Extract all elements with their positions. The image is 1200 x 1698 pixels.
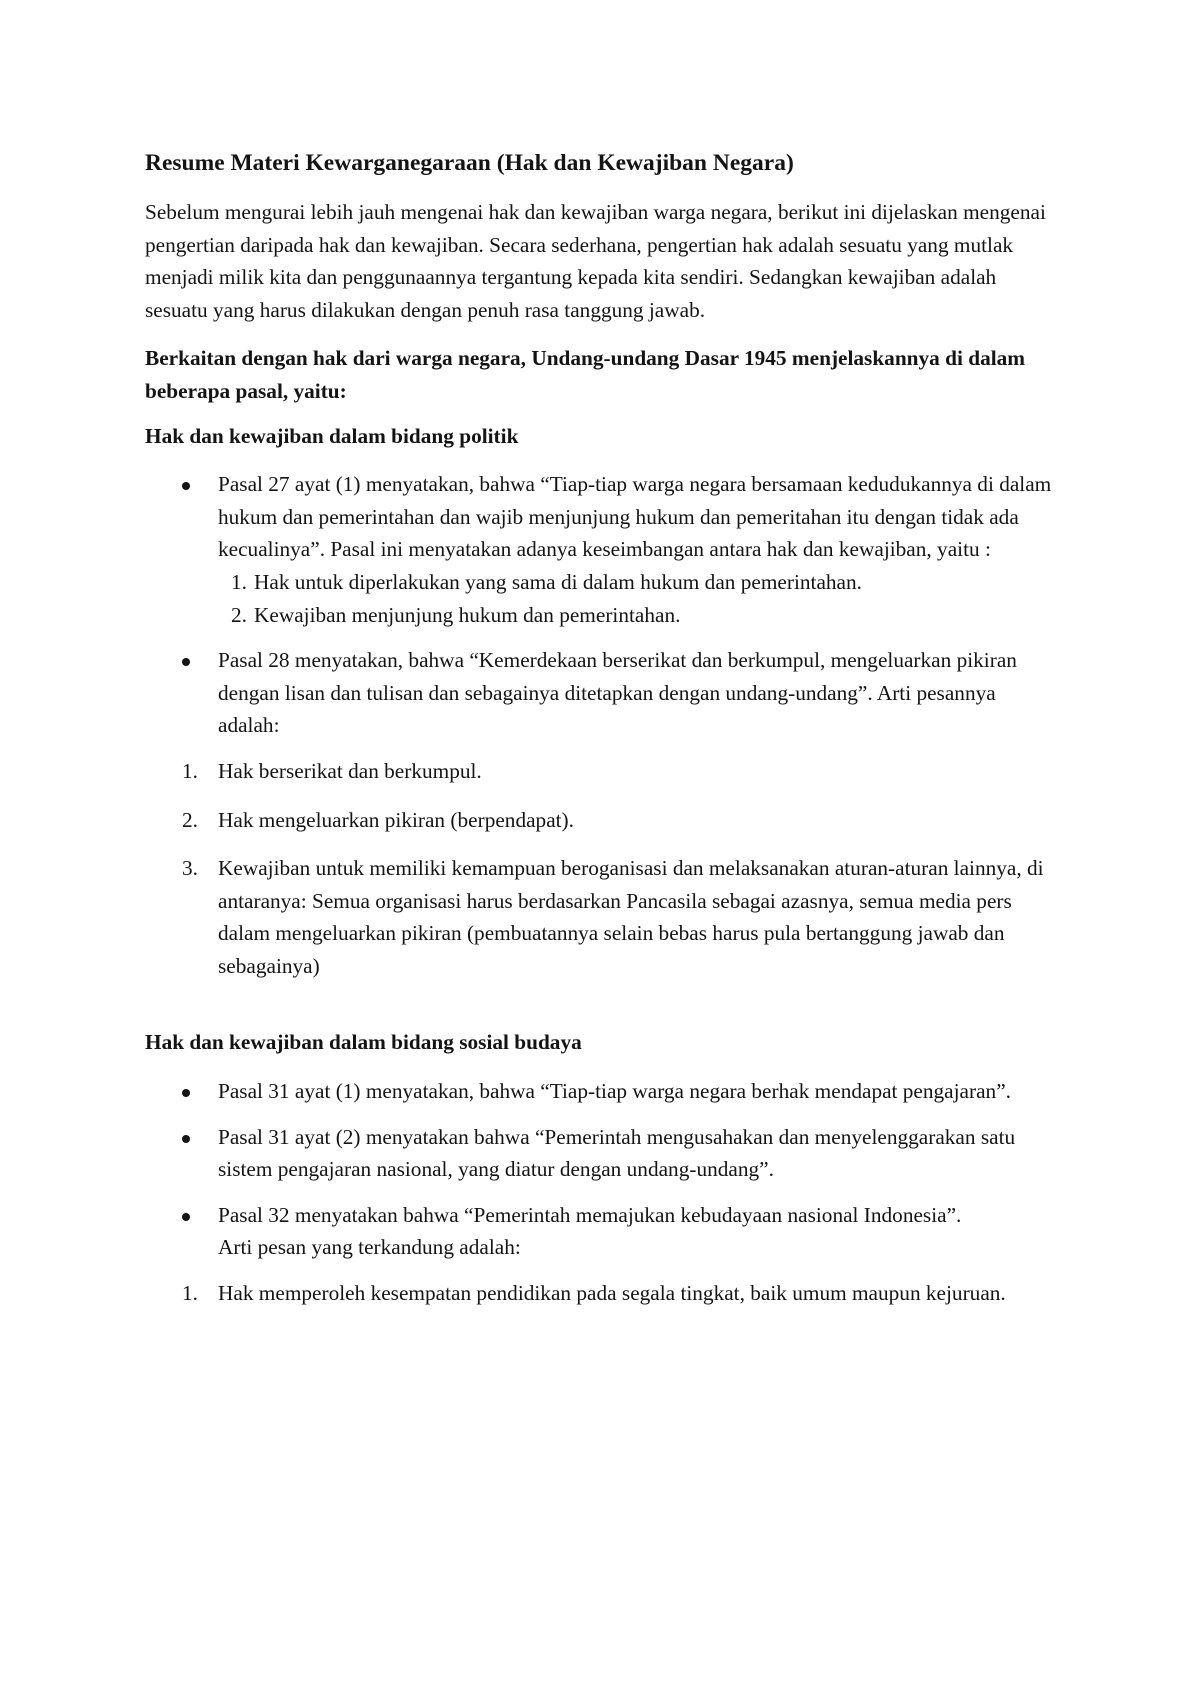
numbered-item bbox=[145, 755, 1060, 788]
list-item bbox=[145, 1121, 1060, 1186]
document-page bbox=[145, 146, 1060, 1310]
numbered-item-text: Hak berserikat dan berkumpul. bbox=[218, 758, 482, 783]
numbered-list bbox=[145, 755, 1060, 983]
numbered-item bbox=[218, 599, 1060, 632]
item-number: 3. bbox=[182, 856, 198, 881]
list-item bbox=[145, 468, 1060, 631]
numbered-item bbox=[145, 1277, 1060, 1310]
bullet-icon bbox=[182, 1213, 190, 1221]
numbered-item-text: Hak untuk diperlakukan yang sama di dalam hukum dan pemerintahan. bbox=[254, 569, 862, 594]
numbered-item bbox=[145, 804, 1060, 837]
numbered-item bbox=[145, 852, 1060, 982]
numbered-list bbox=[145, 1277, 1060, 1310]
lead-paragraph: Berkaitan dengan hak dari warga negara, Undang-undang Dasar 1945 menjelaskannya di dalam beberapa pasal, yaitu: bbox=[145, 346, 1026, 403]
bullet-icon bbox=[182, 482, 190, 490]
intro-paragraph: Sebelum mengurai lebih jauh mengenai hak dan kewajiban warga negara, berikut ini dijelaskan mengenai pengertian daripada hak dan kewajiban. Secara sederhana, pengertian hak adalah sesuatu yang mutlak menjadi milik kita dan penggunaannya tergantung kepada kita sendiri. Sedangkan kewajiban adalah sesuatu yang harus dilakukan dengan penuh rasa tanggung jawab. bbox=[145, 200, 1046, 322]
numbered-item bbox=[218, 566, 1060, 599]
list-item-note: Arti pesan yang terkandung adalah: bbox=[218, 1235, 521, 1260]
section-sosial-budaya-list bbox=[145, 1075, 1060, 1264]
numbered-item-text: Hak memperoleh kesempatan pendidikan pada segala tingkat, baik umum maupun kejuruan. bbox=[218, 1281, 1006, 1306]
numbered-list bbox=[218, 566, 1060, 631]
numbered-item-text: Kewajiban untuk memiliki kemampuan beroganisasi dan melaksanakan aturan-aturan lainnya, di antaranya: Semua organisasi harus berdasarkan Pancasila sebagai azasnya, semua media pers dalam mengeluarkan pikiran (pembuatannya selain bebas harus pula bertanggung jawab dan sebagainya) bbox=[218, 856, 1044, 978]
list-item-text: Pasal 31 ayat (1) menyatakan, bahwa “Tiap-tiap warga negara berhak mendapat pengajaran”. bbox=[218, 1079, 1011, 1104]
numbered-item-text: Kewajiban menjunjung hukum dan pemerintahan. bbox=[254, 602, 681, 627]
list-item-text: Pasal 28 menyatakan, bahwa “Kemerdekaan berserikat dan berkumpul, mengeluarkan pikiran dengan lisan dan tulisan dan sebagainya ditetapkan dengan undang-undang”. Arti pesannya adalah: bbox=[218, 648, 1017, 738]
section-politik-title: Hak dan kewajiban dalam bidang politik bbox=[145, 423, 519, 448]
item-number: 2. bbox=[231, 602, 247, 627]
list-item-text: Pasal 27 ayat (1) menyatakan, bahwa “Tiap-tiap warga negara bersamaan kedudukannya di dalam hukum dan pemerintahan dan wajib menjunjung hukum dan pemeritahan itu dengan tidak ada kecualinya”. Pasal ini menyatakan adanya keseimbangan antara hak dan kewajiban, yaitu : bbox=[218, 472, 1052, 562]
bullet-icon bbox=[182, 658, 190, 666]
document-title: Resume Materi Kewarganegaraan (Hak dan Kewajiban Negara) bbox=[145, 150, 794, 176]
list-item bbox=[145, 644, 1060, 742]
item-number: 1. bbox=[182, 1281, 198, 1306]
bullet-icon bbox=[182, 1089, 190, 1097]
item-number: 1. bbox=[182, 758, 198, 783]
section-sosial-budaya-title: Hak dan kewajiban dalam bidang sosial budaya bbox=[145, 1030, 582, 1055]
item-number: 2. bbox=[182, 807, 198, 832]
list-item-text: Pasal 32 menyatakan bahwa “Pemerintah memajukan kebudayaan nasional Indonesia”. bbox=[218, 1202, 962, 1227]
list-item bbox=[145, 1199, 1060, 1264]
item-number: 1. bbox=[231, 569, 247, 594]
bullet-icon bbox=[182, 1135, 190, 1143]
section-politik-list bbox=[145, 468, 1060, 742]
numbered-item-text: Hak mengeluarkan pikiran (berpendapat). bbox=[218, 807, 574, 832]
list-item bbox=[145, 1075, 1060, 1108]
list-item-text: Pasal 31 ayat (2) menyatakan bahwa “Pemerintah mengusahakan dan menyelenggarakan satu sistem pengajaran nasional, yang diatur dengan undang-undang”. bbox=[218, 1124, 1016, 1182]
